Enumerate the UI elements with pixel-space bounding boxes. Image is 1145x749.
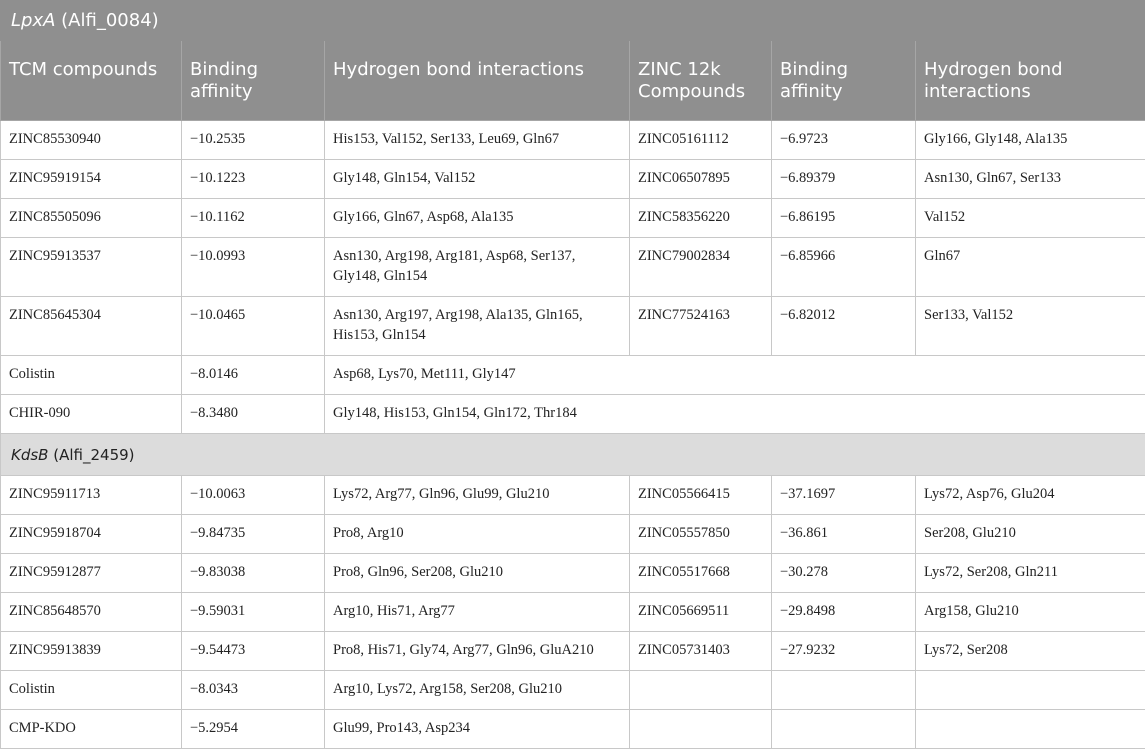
empty-cell	[630, 671, 772, 710]
zinc-binding-affinity: −6.86195	[772, 199, 916, 238]
zinc-binding-affinity: −30.278	[772, 554, 916, 593]
tcm-binding-affinity: −9.54473	[182, 632, 325, 671]
tcm-hbond-interactions: Gly166, Gln67, Asp68, Ala135	[325, 199, 630, 238]
control-row	[1, 671, 1145, 710]
lpxa-section-header	[1, 1, 1145, 41]
col-header-tcm-compounds: TCM compounds	[1, 41, 182, 121]
control-binding-affinity: −8.0146	[182, 356, 325, 395]
col-header-zinc-hbond: Hydrogen bond interactions	[916, 41, 1145, 121]
zinc-binding-affinity: −37.1697	[772, 476, 916, 515]
zinc-binding-affinity: −6.82012	[772, 297, 916, 356]
tcm-binding-affinity: −10.0465	[182, 297, 325, 356]
tcm-compound: ZINC95919154	[1, 160, 182, 199]
control-binding-affinity: −5.2954	[182, 710, 325, 749]
tcm-binding-affinity: −9.84735	[182, 515, 325, 554]
zinc-compound: ZINC05669511	[630, 593, 772, 632]
table-row	[1, 160, 1145, 199]
tcm-compound: ZINC95918704	[1, 515, 182, 554]
tcm-binding-affinity: −10.2535	[182, 121, 325, 160]
zinc-compound: ZINC58356220	[630, 199, 772, 238]
zinc-hbond-interactions: Asn130, Gln67, Ser133	[916, 160, 1145, 199]
tcm-compound: ZINC85505096	[1, 199, 182, 238]
zinc-binding-affinity: −36.861	[772, 515, 916, 554]
zinc-compound: ZINC05161112	[630, 121, 772, 160]
zinc-hbond-interactions: Arg158, Glu210	[916, 593, 1145, 632]
zinc-compound: ZINC79002834	[630, 238, 772, 297]
tcm-binding-affinity: −10.1223	[182, 160, 325, 199]
tcm-binding-affinity: −10.0063	[182, 476, 325, 515]
tcm-hbond-interactions: Lys72, Arg77, Gln96, Glu99, Glu210	[325, 476, 630, 515]
empty-cell	[630, 710, 772, 749]
table-row	[1, 238, 1145, 297]
table-row	[1, 515, 1145, 554]
zinc-binding-affinity: −27.9232	[772, 632, 916, 671]
control-binding-affinity: −8.0343	[182, 671, 325, 710]
table-row	[1, 297, 1145, 356]
empty-cell	[916, 710, 1145, 749]
zinc-compound: ZINC05731403	[630, 632, 772, 671]
zinc-hbond-interactions: Ser133, Val152	[916, 297, 1145, 356]
table-row	[1, 476, 1145, 515]
control-compound: Colistin	[1, 671, 182, 710]
empty-cell	[916, 671, 1145, 710]
zinc-hbond-interactions: Val152	[916, 199, 1145, 238]
table-row	[1, 199, 1145, 238]
tcm-compound: ZINC95912877	[1, 554, 182, 593]
tcm-compound: ZINC95911713	[1, 476, 182, 515]
tcm-compound: ZINC85530940	[1, 121, 182, 160]
control-compound: Colistin	[1, 356, 182, 395]
control-hbond-interactions: Glu99, Pro143, Asp234	[325, 710, 630, 749]
zinc-compound: ZINC77524163	[630, 297, 772, 356]
col-header-tcm-hbond: Hydrogen bond interactions	[325, 41, 630, 121]
control-row	[1, 356, 1145, 395]
column-header-row	[1, 41, 1145, 121]
control-hbond-interactions: Arg10, Lys72, Arg158, Ser208, Glu210	[325, 671, 630, 710]
col-header-zinc-compounds: ZINC 12k Compounds	[630, 41, 772, 121]
zinc-hbond-interactions: Lys72, Ser208	[916, 632, 1145, 671]
empty-cell	[772, 671, 916, 710]
tcm-binding-affinity: −9.83038	[182, 554, 325, 593]
tcm-hbond-interactions: His153, Val152, Ser133, Leu69, Gln67	[325, 121, 630, 160]
tcm-compound: ZINC85648570	[1, 593, 182, 632]
zinc-hbond-interactions: Ser208, Glu210	[916, 515, 1145, 554]
control-compound: CMP-KDO	[1, 710, 182, 749]
tcm-compound: ZINC95913839	[1, 632, 182, 671]
control-hbond-interactions: Gly148, His153, Gln154, Gln172, Thr184	[325, 395, 1145, 434]
table-row	[1, 554, 1145, 593]
kdsb-gene-name: KdsB	[11, 446, 48, 464]
zinc-compound: ZINC05566415	[630, 476, 772, 515]
zinc-binding-affinity: −6.85966	[772, 238, 916, 297]
control-compound: CHIR-090	[1, 395, 182, 434]
table-row	[1, 121, 1145, 160]
tcm-hbond-interactions: Gly148, Gln154, Val152	[325, 160, 630, 199]
zinc-binding-affinity: −6.9723	[772, 121, 916, 160]
tcm-hbond-interactions: Arg10, His71, Arg77	[325, 593, 630, 632]
control-row	[1, 710, 1145, 749]
control-hbond-interactions: Asp68, Lys70, Met111, Gly147	[325, 356, 1145, 395]
col-header-tcm-binding-affinity: Binding affinity	[182, 41, 325, 121]
tcm-hbond-interactions: Asn130, Arg197, Arg198, Ala135, Gln165, His153, Gln154	[325, 297, 630, 356]
tcm-compound: ZINC85645304	[1, 297, 182, 356]
tcm-binding-affinity: −10.1162	[182, 199, 325, 238]
col-header-zinc-binding-affinity: Binding affinity	[772, 41, 916, 121]
zinc-compound: ZINC05517668	[630, 554, 772, 593]
zinc-binding-affinity: −6.89379	[772, 160, 916, 199]
zinc-hbond-interactions: Lys72, Asp76, Glu204	[916, 476, 1145, 515]
control-binding-affinity: −8.3480	[182, 395, 325, 434]
lpxa-locus: (Alfi_0084)	[61, 10, 159, 31]
zinc-compound: ZINC05557850	[630, 515, 772, 554]
lpxa-gene-name: LpxA	[11, 10, 55, 31]
control-row	[1, 395, 1145, 434]
tcm-binding-affinity: −10.0993	[182, 238, 325, 297]
tcm-hbond-interactions: Pro8, Arg10	[325, 515, 630, 554]
zinc-hbond-interactions: Lys72, Ser208, Gln211	[916, 554, 1145, 593]
empty-cell	[772, 710, 916, 749]
tcm-compound: ZINC95913537	[1, 238, 182, 297]
tcm-hbond-interactions: Pro8, His71, Gly74, Arg77, Gln96, GluA210	[325, 632, 630, 671]
tcm-hbond-interactions: Pro8, Gln96, Ser208, Glu210	[325, 554, 630, 593]
table-row	[1, 593, 1145, 632]
kdsb-locus: (Alfi_2459)	[53, 446, 134, 464]
tcm-binding-affinity: −9.59031	[182, 593, 325, 632]
zinc-hbond-interactions: Gly166, Gly148, Ala135	[916, 121, 1145, 160]
kdsb-section-header	[1, 434, 1145, 476]
zinc-binding-affinity: −29.8498	[772, 593, 916, 632]
zinc-hbond-interactions: Gln67	[916, 238, 1145, 297]
tcm-hbond-interactions: Asn130, Arg198, Arg181, Asp68, Ser137, Gly148, Gln154	[325, 238, 630, 297]
table-row	[1, 632, 1145, 671]
zinc-compound: ZINC06507895	[630, 160, 772, 199]
